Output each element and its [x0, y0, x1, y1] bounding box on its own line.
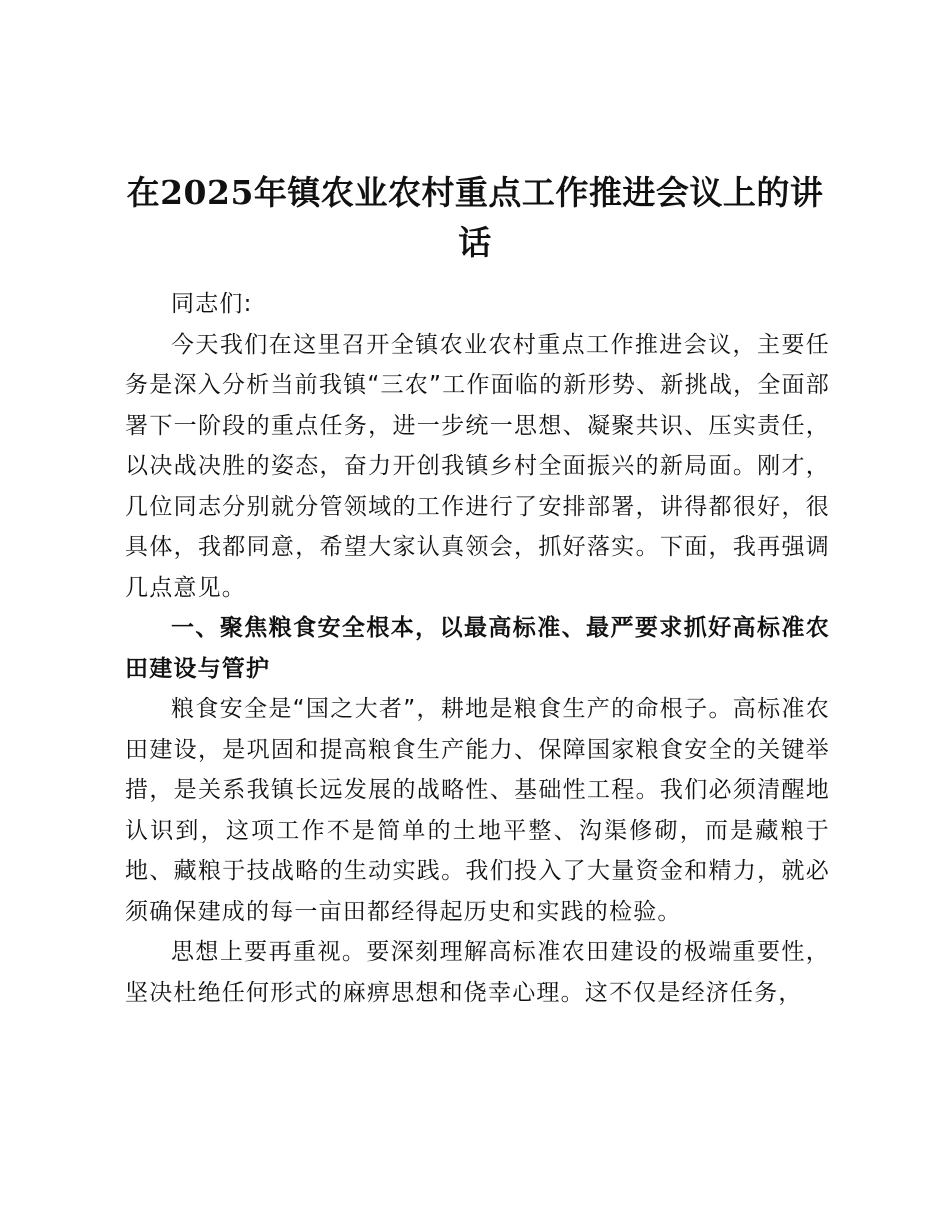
paragraph-intro: 今天我们在这里召开全镇农业农村重点工作推进会议，主要任务是深入分析当前我镇“三农”工作面临的新形势、新挑战，全面部署下一阶段的重点任务，进一步统一思想、凝聚共识、压实责任，以决战决胜的姿态，奋力开创我镇乡村全面振兴的新局面。刚才，几位同志分别就分管领域的工作进行了安排部署，讲得都很好，很具体，我都同意，希望大家认真领会，抓好落实。下面，我再强调几点意见。: [125, 331, 830, 601]
salutation: 同志们:: [171, 291, 253, 317]
paragraph-food-security: 粮食安全是“国之大者”，耕地是粮食生产的命根子。高标准农田建设，是巩固和提高粮食生产能力、保障国家粮食安全的关键举措，是关系我镇长远发展的战略性、基础性工程。我们必须清醒地认识到，这项工作不是简单的土地平整、沟渠修砌，而是藏粮于地、藏粮于技战略的生动实践。我们投入了大量资金和精力，就必须确保建成的每一亩田都经得起历史和实践的检验。: [125, 696, 830, 925]
document-title: 在2025年镇农业农村重点工作推进会议上的讲话: [126, 173, 824, 262]
section-heading-1: 一、聚焦粮食安全根本，以最高标准、最严要求抓好高标准农田建设与管护: [125, 615, 830, 682]
paragraph-ideology: 思想上要再重视。要深刻理解高标准农田建设的极端重要性，坚决杜绝任何形式的麻痹思想和侥幸心理。这不仅是经济任务，: [125, 939, 830, 1006]
document-body: [125, 284, 830, 1013]
